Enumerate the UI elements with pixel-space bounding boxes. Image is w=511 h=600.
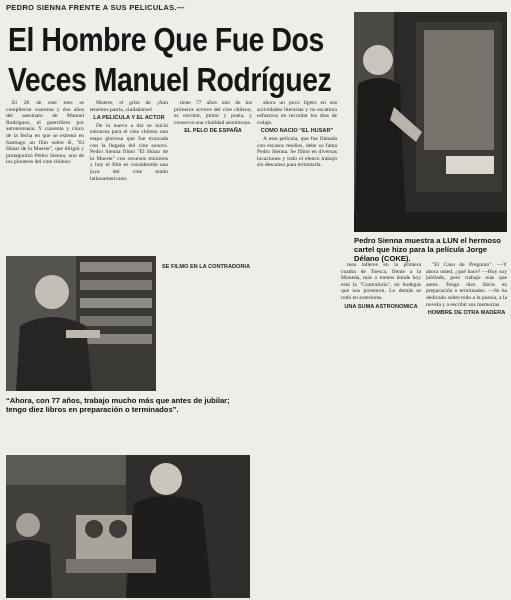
article-column-1 [6, 100, 84, 252]
portrait-photo-image [6, 256, 156, 391]
poster-photo-image [354, 12, 507, 232]
article-paragraph: "El Caso de Pregunto". —Y ahora usted, ¿qué hace? —Hoy soy jubilado, pero trabajo más que antes. Tengo diez libros en preparación o terminados. —Se ha dedicado sobre todo a la poesía, a la novela y a escribir sus memorias. [426, 262, 507, 308]
subhead-suma: UNA SUMA ASTRONOMICA [344, 303, 418, 310]
article-paragraph: A esta película, que fue filmada con escasos medios, debe su fama Pedro Sienna. Se filmó en diversas locaciones y todo el elenco trabajó sin descanso para terminarla. [257, 135, 337, 169]
subhead-husar: COMO NACIO “EL HUSAR” [260, 128, 334, 135]
headline-line-1: El Hombre Que Fue Dos [8, 21, 324, 58]
article-paragraph: mos talleres en la primera cuadra de Toesca, frente a la Moneda, más o menos donde hoy está la "Contraloría", en bodegas que nos prestaron. Lo demás se rodó en exteriores. [341, 262, 421, 301]
article-paragraph: De la nueva a dar se inició entonces para el cine chileno una etapa gloriosa que fue truncada con la llegada del cine sonoro. Pedro Sienna filmó "El Húsar de la Muerte" con recursos mínimos y hoy el film es considerado una joya del cine mudo latinoamericano. [90, 122, 168, 182]
headline-line-2: Veces Manuel Rodríguez [8, 61, 332, 98]
subhead-pelo: EL PELO DE ESPAÑA [184, 128, 242, 135]
portrait-photo [6, 256, 156, 391]
subhead-madera: HOMBRE DE OTRA MADERA [427, 310, 506, 317]
article-paragraph: ahora un poco ligero en sus actividades literarias y no escatima esfuerzos en recordar los días de rodaje. [257, 100, 337, 126]
headline [8, 20, 332, 100]
article-column-4 [257, 100, 337, 260]
article-column-middle [160, 262, 252, 600]
article-column-7 [426, 262, 507, 598]
article-column-2 [90, 100, 168, 252]
article-paragraph: tiene 77 años uno de los primeros actores del cine chileno, es escritor, pintor y poeta, y conserva una vitalidad asombrosa. [174, 100, 252, 126]
poster-photo [354, 12, 507, 232]
article-column-6 [341, 262, 421, 598]
article-paragraph: Muerte, el grito de ¡Aún tenemos patria, ciudadanos! [90, 100, 168, 113]
article-column-3 [174, 100, 252, 260]
article-paragraph: El 26 de este mes se cumplieron cuarenta y dos años del asesinato de Manuel Rodríguez, el guerrillero por antonomasia. Y cuarenta y cinco de la fecha en que se estrenó en Santiago un film sobre él, "El Húsar de la Muerte", que dirigió y protagonizó Pedro Sienna, uno de los pioneros del cine chileno. [6, 100, 84, 166]
section-kicker: PEDRO SIENNA FRENTE A SUS PELICULAS.— [6, 3, 185, 12]
subhead-pelicula: LA PELICULA Y EL ACTOR [93, 115, 165, 122]
subhead-filmo: SE FILMO EN LA CONTRADORIA [161, 264, 251, 270]
poster-photo-caption: Pedro Sienna muestra a LUN el hermoso cartel que hizo para la película Jorge Délano (COKE). [354, 236, 501, 263]
portrait-photo-caption: “Ahora, con 77 años, trabajo mucho más que antes de jubilar; tengo diez libros en preparación o terminados”. [6, 396, 230, 414]
